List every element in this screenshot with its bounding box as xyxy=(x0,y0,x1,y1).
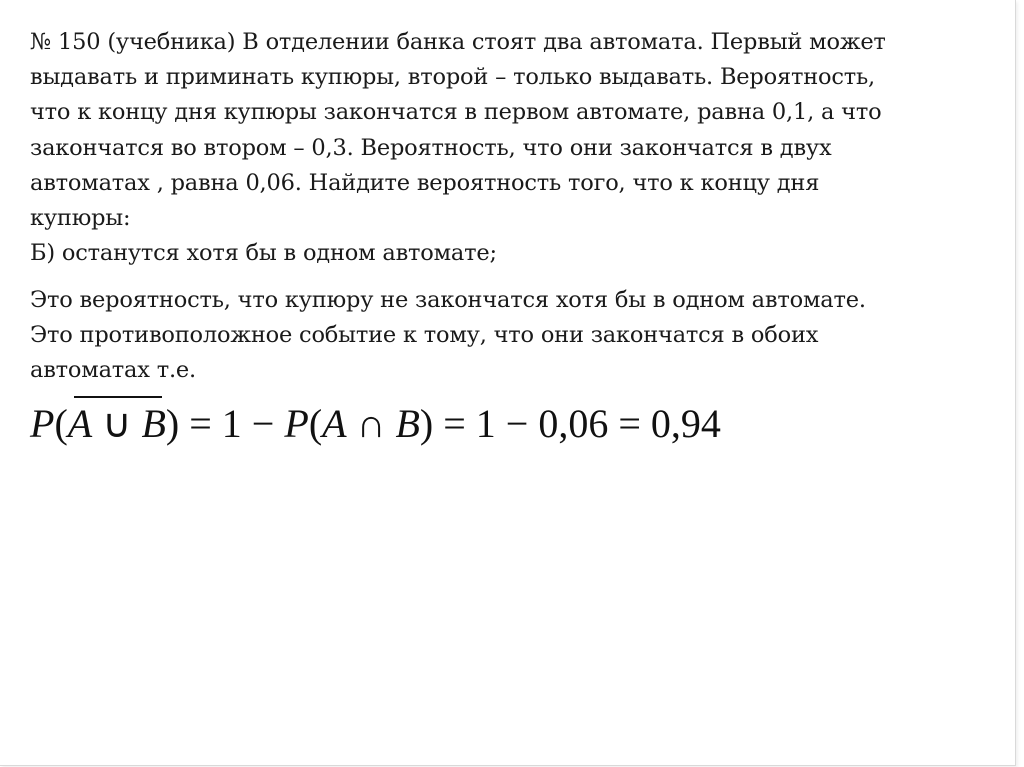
solution-line: Это вероятность, что купюру не закончатся хотя бы в одном автомате. xyxy=(30,287,866,313)
solution-line: Это противоположное событие к тому, что они закончатся в обоих xyxy=(30,322,819,349)
complement-expression xyxy=(68,400,166,447)
solution-explanation xyxy=(30,283,990,389)
formula-paren: ( xyxy=(54,401,68,446)
problem-line: что к концу дня купюры закончатся в первом автомате, равна 0,1, а что xyxy=(30,99,882,126)
formula-event-a: A xyxy=(67,401,93,446)
formula-paren: ( xyxy=(308,401,323,446)
formula-event-b: B xyxy=(141,401,166,446)
problem-line: закончатся во втором – 0,3. Вероятность, что они закончатся в двух xyxy=(30,134,832,161)
formula-p: P xyxy=(284,401,309,446)
solution-line: автоматах т.е. xyxy=(30,357,196,384)
problem-line: № 150 (учебника) В отделении банка стоят два автомата. Первый может xyxy=(30,29,886,55)
problem-line: купюры: xyxy=(30,205,131,232)
formula-event-a: A xyxy=(322,401,347,446)
union-symbol: ∪ xyxy=(92,401,142,446)
formula-result: = 1 − 0,06 = 0,94 xyxy=(433,401,721,446)
problem-statement xyxy=(30,25,990,271)
formula-p: P xyxy=(30,401,55,446)
formula-equals: = 1 − xyxy=(179,401,285,446)
problem-question: Б) останутся хотя бы в одном автомате; xyxy=(30,240,497,267)
formula-paren: ) xyxy=(165,401,180,446)
complement-overline xyxy=(74,396,162,398)
formula-paren: ) xyxy=(419,401,434,446)
problem-line: выдавать и приминать купюры, второй – только выдавать. Вероятность, xyxy=(30,64,875,91)
intersection-symbol: ∩ xyxy=(346,401,396,446)
formula-event-b: B xyxy=(395,401,420,446)
problem-line: автоматах , равна 0,06. Найдите вероятность того, что к концу дня xyxy=(30,169,820,196)
probability-formula xyxy=(30,400,721,447)
